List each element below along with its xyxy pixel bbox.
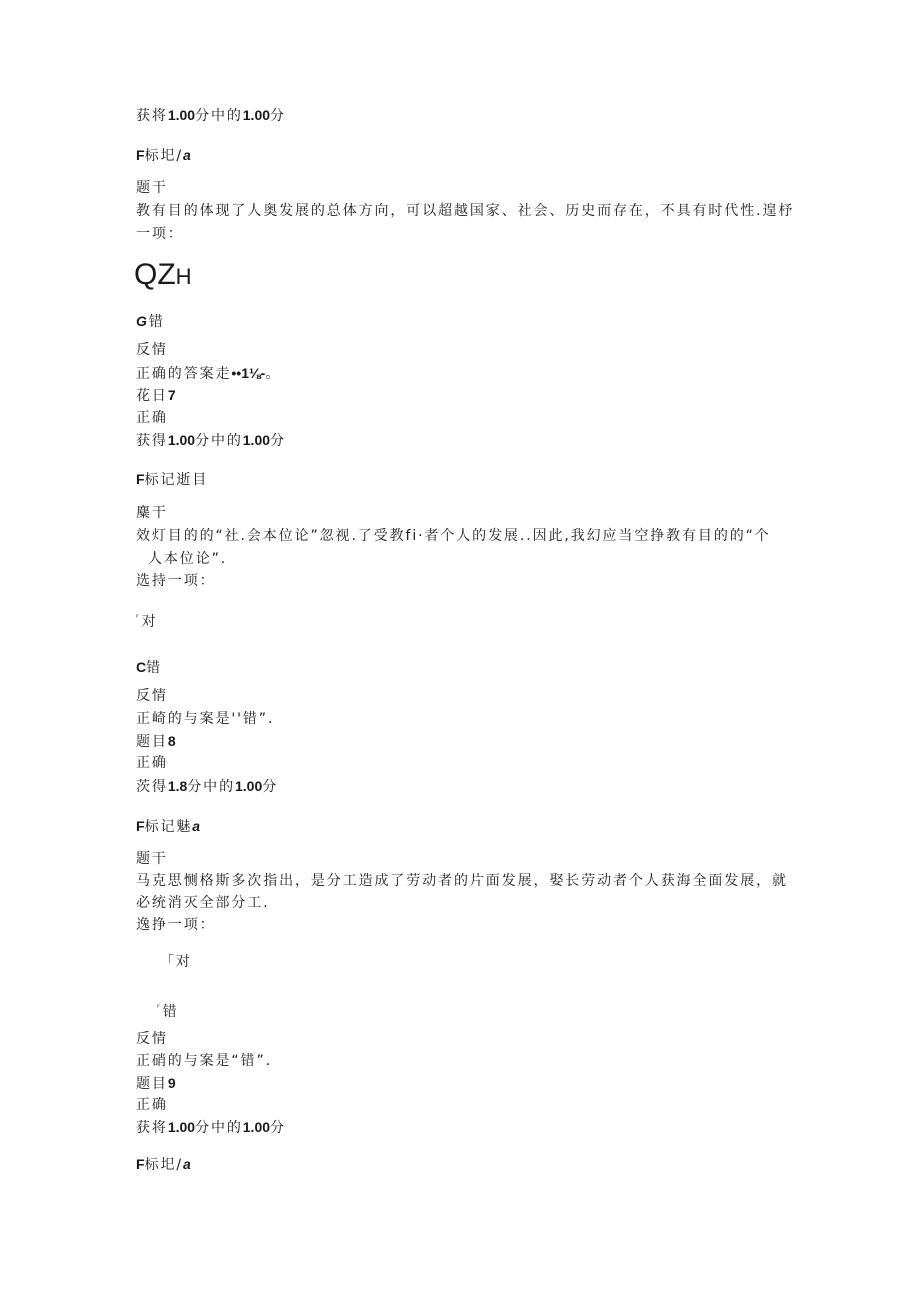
question-status: 正确 — [136, 755, 168, 771]
radio-mark-icon: ʳ — [136, 613, 139, 624]
select-prompt: 逸挣一项： — [136, 917, 216, 933]
question-number: 题目8 — [136, 733, 176, 750]
feedback-label: 反情 — [136, 688, 168, 704]
radio-mark-icon: ʳ — [157, 1003, 160, 1014]
select-prompt: 选持一项： — [136, 573, 216, 589]
correct-answer-text: 正硝的与案是“错”. — [136, 1053, 272, 1069]
feedback-label: 反情 — [136, 342, 168, 358]
question-text-cont: 必统消灭全部分工. — [136, 895, 270, 911]
score-line: 获得1.00分中的1.00分 — [136, 432, 286, 449]
option-true[interactable]: $^ʳ$ 对 — [136, 613, 158, 630]
option-false[interactable]: $^ʳ$ 错 — [157, 1003, 179, 1020]
stem-label: 题干 — [136, 180, 168, 196]
question-status: 正确 — [136, 1097, 168, 1113]
flag-question-link[interactable]: F标圯/a — [136, 147, 193, 164]
score-line: 茨得1.8分中的1.00分 — [136, 778, 279, 795]
question-status: 正确 — [136, 410, 168, 426]
option-true[interactable]: QZH — [134, 258, 192, 291]
correct-answer-text: 正崎的与案是''错”. — [136, 711, 275, 727]
stem-label: 麋干 — [136, 505, 168, 521]
question-text-cont: 一项： — [136, 226, 184, 242]
correct-answer-text: 正确的答案走••1⅛-。 — [136, 365, 282, 382]
stem-label: 题干 — [136, 851, 168, 867]
score-line: 获将1.00分中的1.00分 — [136, 1119, 286, 1136]
question-text: 马克思恻格斯多次指出，是分工造成了劳动者的片面发展，娶长劳动者个人获海全面发展，就 — [136, 873, 788, 889]
feedback-label: 反情 — [136, 1031, 168, 1047]
score-line: 获将1.00分中的1.00分 — [136, 107, 286, 124]
question-text: 效灯目的的“社.会本位论”忽视.了受教fi·者个人的发展..因此,我幻应当空挣教有目的的“个 — [136, 528, 771, 544]
question-number: 题目9 — [136, 1075, 176, 1092]
question-text: 教有目的体现了人奥发展的总体方向，可以超越国家、社会、历史而存在，不具有时代性.遑杼 — [136, 203, 795, 219]
flag-question-link[interactable]: F标圯/a — [136, 1156, 193, 1173]
question-text-cont: 人本位论”. — [148, 551, 228, 567]
option-true[interactable]: 「对 — [160, 954, 192, 970]
radio-mark-icon: 「 — [160, 954, 176, 970]
question-number: 花日7 — [136, 387, 176, 404]
option-false[interactable]: C错 — [136, 659, 163, 676]
flag-question-link[interactable]: F标记魅a — [136, 818, 202, 835]
flag-question-link[interactable]: F标记逝目 — [136, 471, 209, 488]
option-false[interactable]: G错 — [136, 313, 165, 330]
